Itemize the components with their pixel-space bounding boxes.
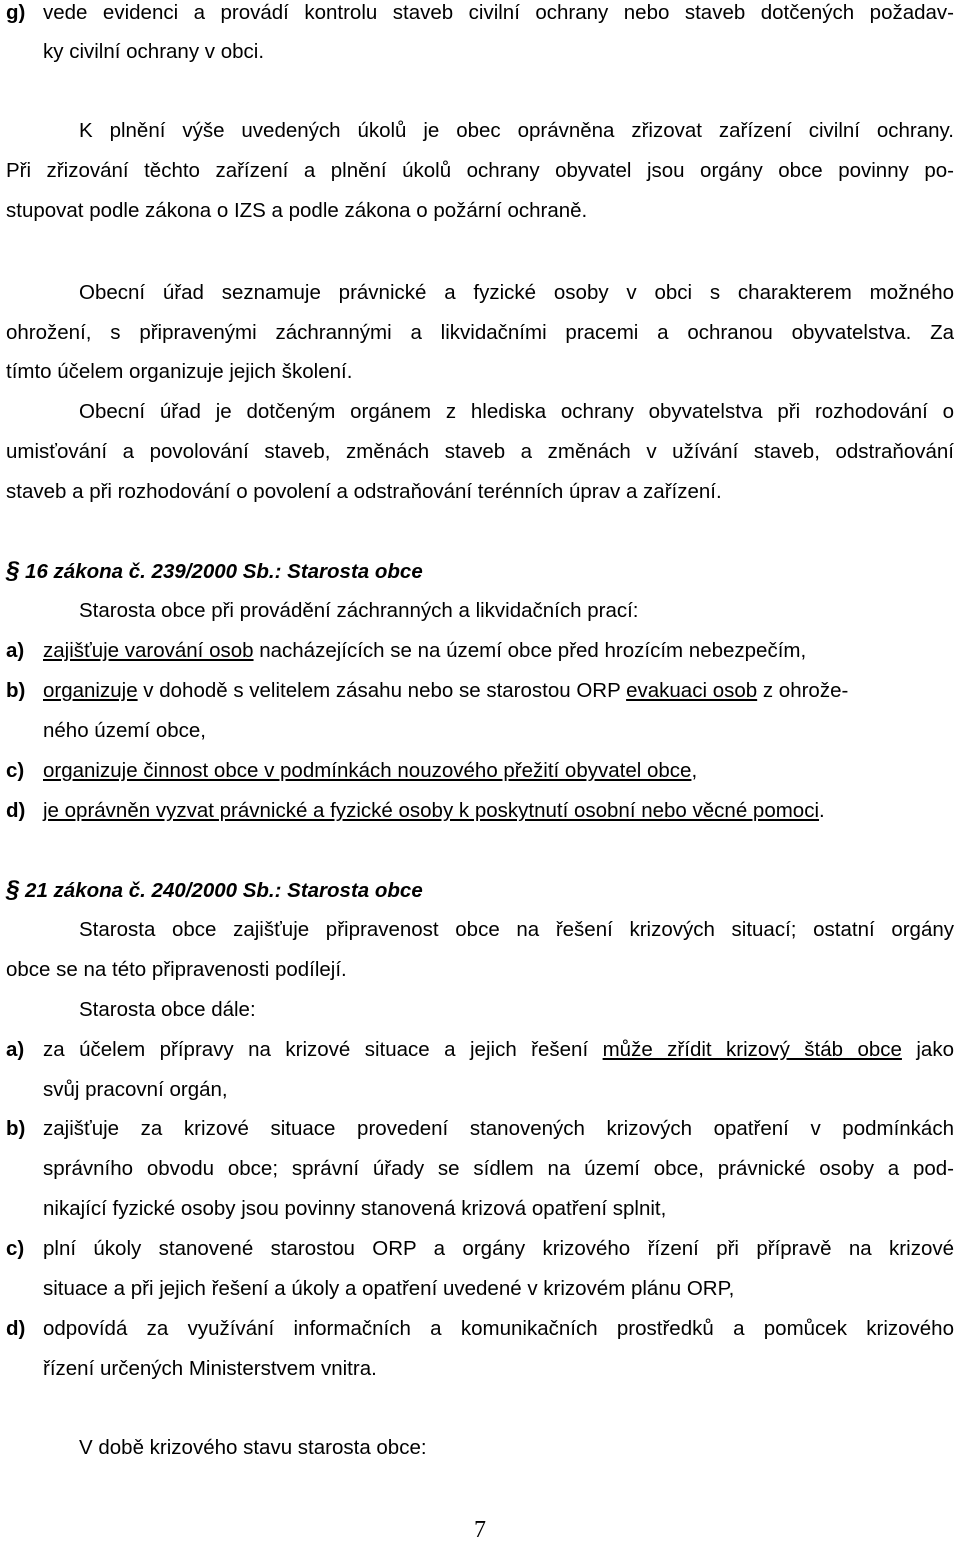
item-text: , — [691, 759, 698, 782]
underlined-phrase: zajišťuje varování osob — [43, 639, 254, 662]
s21-item-b-line-1: zajišťuje za krizové situace provedení stanovených krizových opatření v podmínkách — [43, 1117, 954, 1140]
paragraph-2-line-1: Obecní úřad seznamuje právnické a fyzické osoby v obci s charakterem možného — [79, 281, 954, 304]
s16-item-a — [43, 638, 954, 664]
paragraph-3-line-2: umisťování a povolování staveb, změnách staveb a změnách v užívání staveb, odstraňování — [6, 440, 954, 463]
paragraph-1-line-2: Při zřizování těchto zařízení a plnění úkolů ochrany obyvatel jsou orgány obce povinny po- — [6, 159, 954, 182]
item-text: v dohodě s velitelem zásahu nebo se starostou ORP — [137, 679, 627, 702]
item-label-a: a) — [6, 1038, 25, 1061]
item-label-c: c) — [6, 1237, 25, 1260]
underlined-phrase: evakuaci osob — [626, 679, 758, 702]
item-text: za účelem přípravy na krizové situace a jejich řešení — [43, 1038, 603, 1061]
s21-item-b-line-2: správního obvodu obce; správní úřady se sídlem na území obce, právnické osoby a pod- — [43, 1157, 954, 1180]
item-text: nacházejících se na území obce před hrozícím nebezpečím, — [253, 639, 807, 662]
item-label-d: d) — [6, 1317, 26, 1340]
s21-item-a-line-2: svůj pracovní orgán, — [43, 1078, 228, 1101]
item-label-c: c) — [6, 759, 25, 782]
item-text: . — [819, 799, 825, 822]
s21-item-d-line-2: řízení určených Ministerstvem vnitra. — [43, 1357, 377, 1380]
item-label-b: b) — [6, 1117, 26, 1140]
item-text: jako — [901, 1038, 954, 1061]
s21-item-a — [43, 1037, 954, 1063]
s16-item-d — [43, 798, 954, 824]
s21-item-c-line-1: plní úkoly stanovené starostou ORP a orgány krizového řízení při přípravě na krizové — [43, 1237, 954, 1260]
s16-item-b — [43, 678, 954, 704]
item-text: z ohrože- — [757, 679, 849, 702]
underlined-phrase: může zřídit krizový štáb obce — [602, 1038, 902, 1061]
section-21-title: 21 zákona č. 240/2000 Sb.: Starosta obce — [19, 879, 423, 902]
underlined-phrase: organizuje — [43, 679, 138, 702]
section-16-heading — [6, 558, 954, 585]
item-label-d: d) — [6, 799, 26, 822]
paragraph-1-line-1: K plnění výše uvedených úkolů je obec oprávněna zřizovat zařízení civilní ochrany. — [79, 119, 954, 142]
s21-item-d-line-1: odpovídá za využívání informačních a komunikačních prostředků a pomůcek krizového — [43, 1317, 954, 1340]
item-label-g: g) — [6, 1, 26, 24]
s16-item-c — [43, 758, 954, 784]
paragraph-1-line-3: stupovat podle zákona o IZS a podle zákona o požární ochraně. — [6, 199, 588, 222]
page-number: 7 — [474, 1517, 486, 1543]
paragraph-3-line-1: Obecní úřad je dotčeným orgánem z hlediska ochrany obyvatelstva při rozhodování o — [79, 400, 954, 423]
section-21-paragraph-line-2: obce se na této připravenosti podílejí. — [6, 958, 347, 981]
item-g-line-1: vede evidenci a provádí kontrolu staveb civilní ochrany nebo staveb dotčených požadav- — [43, 1, 954, 24]
section-21-intro: Starosta obce dále: — [79, 998, 256, 1021]
item-g-line-2: ky civilní ochrany v obci. — [43, 40, 265, 63]
paragraph-2-line-3: tímto účelem organizuje jejich školení. — [6, 360, 353, 383]
section-21-heading — [6, 877, 954, 904]
section-21-paragraph-line-1: Starosta obce zajišťuje připravenost obce na řešení krizových situací; ostatní orgány — [79, 918, 954, 941]
s21-item-c-line-2: situace a při jejich řešení a úkoly a opatření uvedené v krizovém plánu ORP, — [43, 1277, 735, 1300]
s21-item-b-line-3: nikající fyzické osoby jsou povinny stanovená krizová opatření splnit, — [43, 1197, 667, 1220]
closing-line: V době krizového stavu starosta obce: — [79, 1436, 427, 1459]
section-16-title: 16 zákona č. 239/2000 Sb.: Starosta obce — [19, 560, 423, 583]
section-16-intro: Starosta obce při provádění záchranných a likvidačních prací: — [79, 599, 639, 622]
paragraph-2-line-2: ohrožení, s připravenými záchrannými a likvidačními pracemi a ochranou obyvatelstva. Za — [6, 321, 954, 344]
s16-item-b-line-2: ného území obce, — [43, 719, 206, 742]
item-label-a: a) — [6, 639, 25, 662]
item-label-b: b) — [6, 679, 26, 702]
section-sign: § — [6, 876, 20, 903]
paragraph-3-line-3: staveb a při rozhodování o povolení a odstraňování terénních úprav a zařízení. — [6, 480, 722, 503]
underlined-phrase: je oprávněn vyzvat právnické a fyzické osoby k poskytnutí osobní nebo věcné pomoci — [43, 799, 820, 822]
section-sign: § — [6, 557, 20, 584]
underlined-phrase: organizuje činnost obce v podmínkách nouzového přežití obyvatel obce — [43, 759, 692, 782]
